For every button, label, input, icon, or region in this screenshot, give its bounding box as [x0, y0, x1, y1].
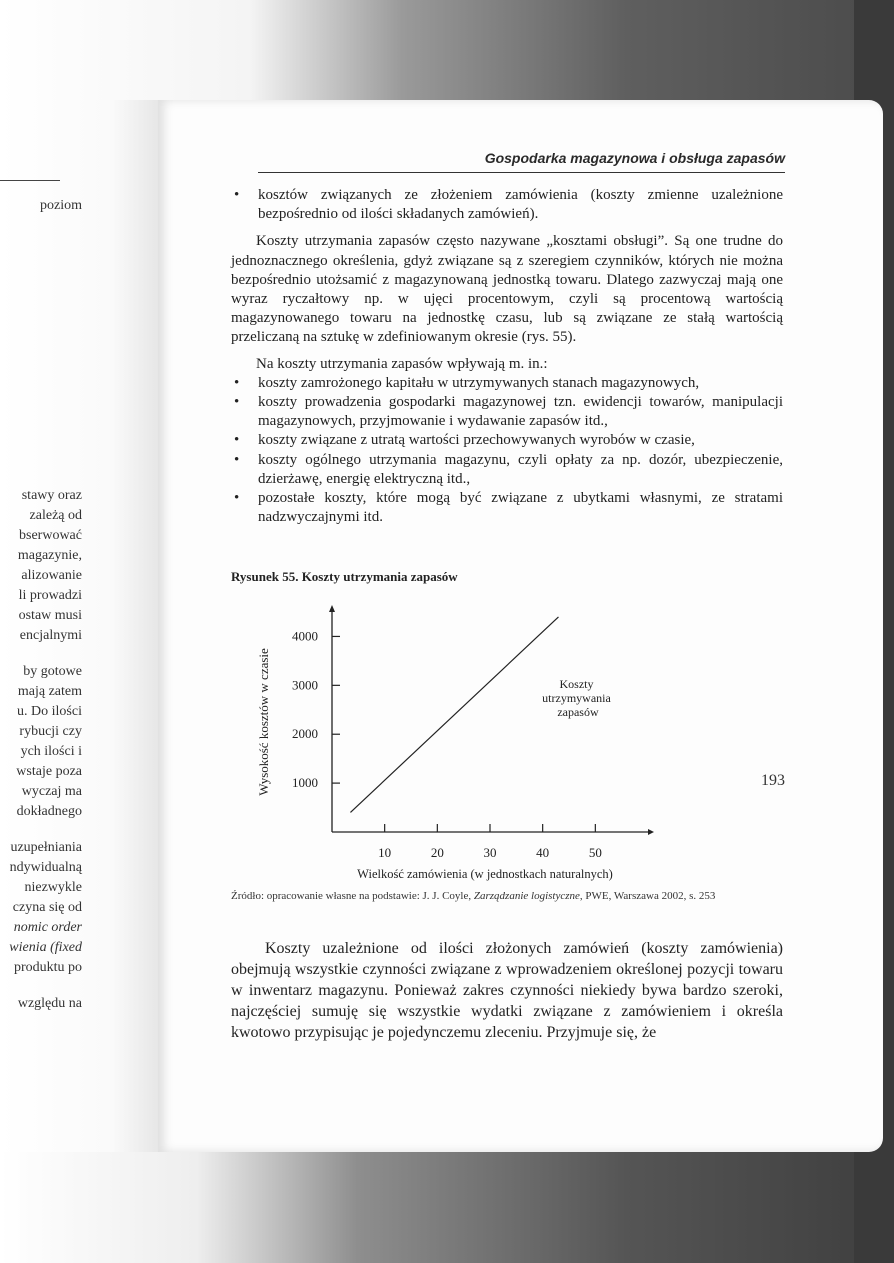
figure-caption: Rysunek 55. Koszty utrzymania zapasów [231, 569, 458, 584]
left-fragment: dokładnego [16, 804, 82, 819]
left-fragment: niezwykle [24, 880, 82, 895]
series-line [350, 617, 558, 813]
paragraph: Koszty uzależnione od ilości złożonych zamówień (koszty zamówienia) obejmują wszystkie czynności związane z wprowadzeniem określonej pozycji towaru w inwentarz magazynu. Ponieważ zakres czynności niekiedy bywa bardzo szeroki, najczęściej sumuję się wszystkie wydatki związane z zamówieniem i określa kwotowo przypisując je pojedynczemu zleceniu. Przyjmuje się, że [231, 940, 783, 1041]
annotation-line: Koszty [559, 677, 594, 691]
left-page-rule [0, 180, 60, 181]
y-axis-arrow [329, 605, 335, 612]
left-fragment: ndywidualną [9, 860, 82, 875]
left-fragment: magazynie, [17, 548, 82, 563]
left-fragment: czyna się od [12, 900, 82, 915]
left-fragment: ych ilości i [20, 744, 82, 759]
paragraph: Koszty utrzymania zapasów często nazywane „kosztami obsługi”. Są one trudne do jednoznacznego określenia, gdyż związane są z szeregiem czynników, których nie można bezpośrednio utożsamić z magazynowaną jednostką towaru. Dlatego zazwyczaj mają one wyraz ryczałtowy np. w ujęci procentowym, czyli są procentową wartością magazynowanego towaru na jednostkę czasu, lub są związane ze stałą wartością przeliczaną na sztukę w zdefiniowanym okresie (rys. 55). [231, 233, 783, 346]
annotation-line: zapasów [557, 705, 599, 719]
list-item: • koszty ogólnego utrzymania magazynu, czyli opłaty za np. dozór, ubezpieczenie, dzierżawę, energię elektryczną itd., [231, 451, 783, 489]
running-head: Gospodarka magazynowa i obsługa zapasów [484, 150, 785, 166]
left-fragment: względu na [17, 996, 82, 1011]
page-number: 193 [761, 772, 785, 789]
intro-list [231, 186, 783, 224]
holding-cost-chart [248, 600, 688, 890]
source-suffix: , PWE, Warszawa 2002, s. 253 [579, 890, 716, 902]
y-axis-label: Wysokość kosztów w czasie [256, 648, 271, 796]
list-item: • pozostałe koszty, które mogą być związane z ubytkami własnymi, ze stratami nadzwyczajnymi itd. [231, 489, 783, 527]
left-fragment: li prowadzi [18, 588, 82, 603]
left-fragment: wyczaj ma [21, 784, 82, 799]
y-tick-label: 3000 [292, 677, 318, 693]
left-fragment: rybucji czy [19, 724, 82, 739]
list-item: • koszty związane z utratą wartości przechowywanych wyrobów w czasie, [231, 431, 783, 450]
list-item: • koszty prowadzenia gospodarki magazynowej tzn. ewidencji towarów, manipulacji magazynowych, przyjmowanie i wydawanie zapasów itd., [231, 393, 783, 431]
scan-background-top [0, 0, 894, 100]
body-text [231, 186, 783, 527]
left-fragment: encjalnymi [19, 628, 82, 643]
left-fragment: u. Do ilości [17, 704, 82, 719]
left-fragment: poziom [40, 198, 82, 213]
left-fragment: stawy oraz [21, 488, 82, 503]
left-fragment: zależą od [29, 508, 82, 523]
figure-source [231, 890, 791, 902]
list-item: • kosztów związanych ze złożeniem zamówienia (koszty zmienne uzależnione bezpośrednio od ilości składanych zamówień). [231, 186, 783, 224]
source-prefix: Źródło: opracowanie własne na podstawie: J. J. Coyle, [231, 890, 472, 902]
x-tick-label: 20 [430, 845, 444, 860]
facing-page [0, 100, 160, 1152]
list-item: • koszty zamrożonego kapitału w utrzymywanych stanach magazynowych, [231, 374, 783, 393]
left-fragment: produktu po [13, 960, 82, 975]
x-tick-label: 50 [588, 845, 602, 860]
cost-factors-list [231, 374, 783, 528]
left-fragment: by gotowe [23, 664, 82, 679]
left-fragment: nomic order [13, 920, 82, 935]
header-rule [258, 172, 785, 173]
paragraph: Na koszty utrzymania zapasów wpływają m. in.: [256, 355, 548, 372]
left-fragment: wienia (fixed [9, 940, 82, 955]
x-tick-label: 30 [483, 845, 497, 860]
annotation-line: utrzymywania [542, 691, 611, 705]
scan-background-bottom [0, 1150, 894, 1263]
x-tick-label: 10 [378, 845, 392, 860]
source-title: Zarządzanie logistyczne [473, 890, 580, 902]
left-fragment: uzupełniania [10, 840, 82, 855]
x-axis-label: Wielkość zamówienia (w jednostkach naturalnych) [357, 867, 613, 881]
y-tick-label: 4000 [292, 628, 318, 644]
series-annotation [542, 677, 614, 719]
body-text-continued [231, 938, 783, 1043]
y-tick-label: 1000 [292, 775, 318, 791]
left-fragment: alizowanie [21, 568, 82, 583]
left-fragment: ostaw musi [18, 608, 82, 623]
y-tick-label: 2000 [292, 726, 318, 742]
left-fragment: bserwować [19, 528, 82, 543]
book-page [158, 100, 883, 1152]
left-fragment: mają zatem [17, 684, 82, 699]
left-fragment: wstaje poza [16, 764, 82, 779]
x-tick-label: 40 [536, 845, 550, 860]
x-axis-arrow [648, 829, 654, 835]
